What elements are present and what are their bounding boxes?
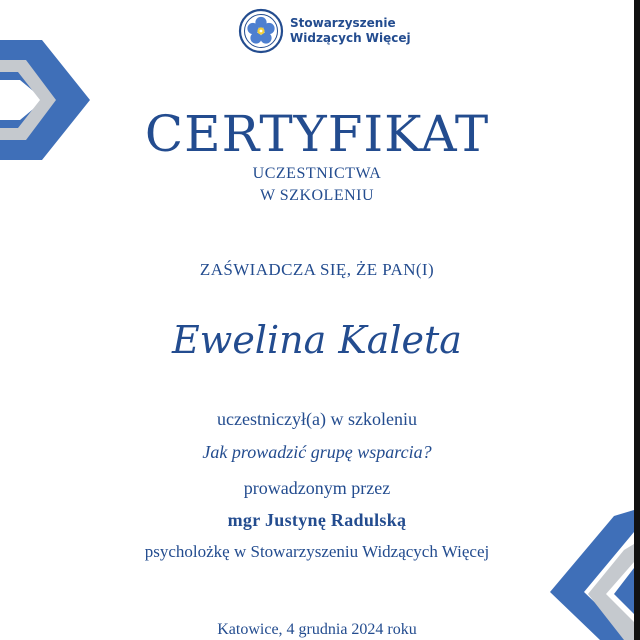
participant-name: Ewelina Kaleta [172,318,462,362]
led-by-text: prowadzonym przez [243,478,391,498]
page-edge [634,0,640,640]
certificate-title: CERTYFIKAT [144,105,490,163]
organization-name [290,16,411,46]
participation-text: uczestniczył(a) w szkoleniu [217,409,417,429]
certificate-subtitle-line2: W SZKOLENIU [259,187,375,204]
training-title: Jak prowadzić grupę wsparcia? [202,442,432,462]
organization-name-line2: Widzących Więcej [290,31,411,45]
certificate-subtitle-line1: UCZESTNICTWA [252,165,382,182]
trainer-role: psycholożkę w Stowarzyszeniu Widzących Więcej [144,542,490,561]
organization-logo [238,5,411,57]
trainer-name: mgr Justynę Radulską [227,510,407,530]
organization-name-line1: Stowarzyszenie [290,16,396,30]
place-and-date: Katowice, 4 grudnia 2024 roku [217,621,417,638]
forget-me-not-flower-icon [238,8,284,54]
certification-statement: ZAŚWIADCZA SIĘ, ŻE PAN(I) [199,260,435,279]
